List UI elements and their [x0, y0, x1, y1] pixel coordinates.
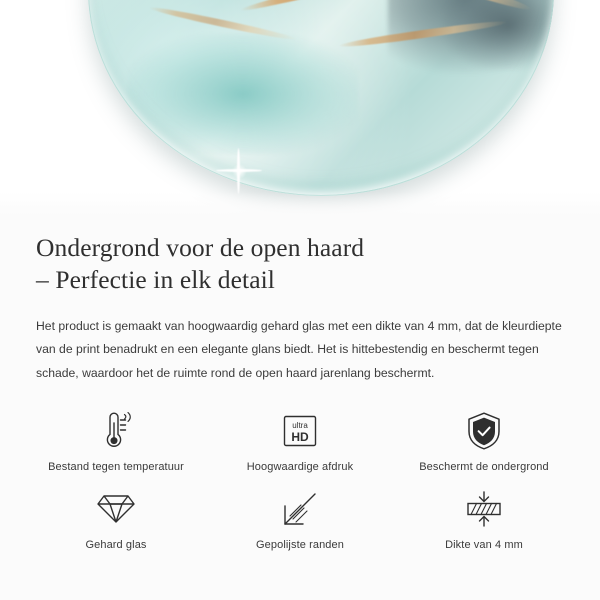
feature-label: Bestand tegen temperatuur: [48, 461, 184, 474]
feature-label: Beschermt de ondergrond: [419, 461, 549, 474]
feature-item-surface-protection: [392, 409, 576, 473]
feature-item-print-quality: [208, 409, 392, 473]
thermometer-icon: [99, 409, 133, 453]
feature-label: Dikte van 4 mm: [445, 539, 523, 552]
content-block: [0, 218, 600, 385]
feature-label: Gehard glas: [85, 539, 147, 552]
feature-item-tempered-glass: [24, 487, 208, 551]
feature-grid: [0, 409, 600, 551]
svg-text:HD: HD: [291, 430, 309, 445]
feature-item-thickness: [392, 487, 576, 551]
body-paragraph: Het product is gemaakt van hoogwaardig gehard glas met een dikte van 4 mm, dat de kleurdiepte van de print benadrukt en een elegante glans biedt. Het is hittebestendig en beschermt tegen schade, waardoor het de ruimte rond de open haard jarenlang beschermt.: [36, 318, 562, 380]
headline-line-2: – Perfectie in elk detail: [36, 265, 275, 295]
feature-label: Hoogwaardige afdruk: [246, 461, 354, 474]
hero-bottom-fade: [0, 192, 600, 218]
thickness-icon: [464, 487, 504, 531]
hero-image: [0, 0, 600, 218]
headline-line-1: Ondergrond voor de open haard: [36, 233, 365, 262]
polished-edge-icon: [282, 487, 318, 531]
shield-check-icon: [466, 409, 502, 453]
feature-item-temperature: [24, 409, 208, 473]
diamond-icon: [96, 487, 136, 531]
page-title: [36, 232, 564, 297]
feature-label: Gepolijste randen: [256, 539, 344, 552]
svg-text:ultra: ultra: [292, 421, 308, 431]
feature-item-polished-edges: [208, 487, 392, 551]
ultra-hd-icon: [281, 409, 319, 453]
